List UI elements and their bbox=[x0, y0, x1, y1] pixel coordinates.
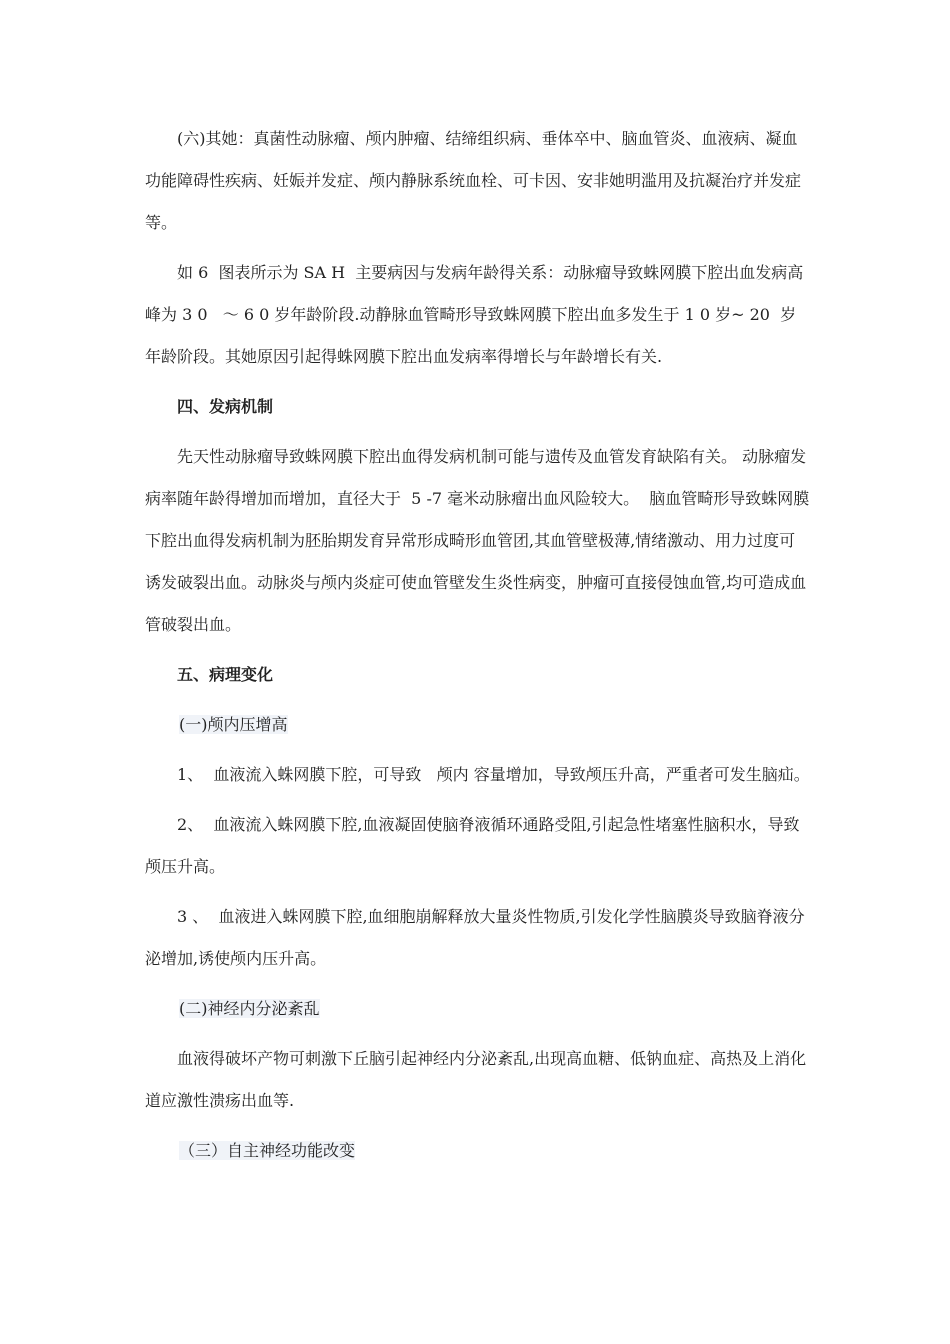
paragraph-other-causes: (六)其她：真菌性动脉瘤、颅内肿瘤、结缔组织病、垂体卒中、脑血管炎、血液病、凝血功能障碍性疾病、妊娠并发症、颅内静脉系统血栓、可卡因、安非她明滥用及抗凝治疗并发症等。 bbox=[145, 129, 802, 232]
paragraph-pressure-3: 3 、 血液进入蛛网膜下腔,血细胞崩解释放大量炎性物质,引发化学性脑膜炎导致脑脊液分泌增加,诱使颅内压升高。 bbox=[145, 907, 805, 968]
paragraph-neuroendocrine: 血液得破坏产物可刺激下丘脑引起神经内分泌紊乱,出现高血糖、低钠血症、高热及上消化道应激性溃疡出血等. bbox=[145, 1049, 807, 1110]
section-heading-pathology: 五、病理变化 bbox=[177, 665, 274, 684]
section-heading-pathogenesis: 四、发病机制 bbox=[177, 397, 274, 416]
paragraph-pressure-1: 1、 血液流入蛛网膜下腔，可导致 颅内 容量增加，导致颅压升高，严重者可发生脑疝。 bbox=[177, 765, 810, 784]
subheading-intracranial-pressure: (一)颅内压增高 bbox=[179, 715, 288, 734]
document-body bbox=[145, 118, 810, 1180]
subheading-autonomic: （三）自主神经功能改变 bbox=[179, 1141, 356, 1160]
paragraph-age-relation: 如 6 图表所示为 SA H 主要病因与发病年龄得关系：动脉瘤导致蛛网膜下腔出血发病高峰为 3 0 ～ 6 0 岁年龄阶段.动静脉血管畸形导致蛛网膜下腔出血多发生于 1 0 岁~ 20 岁年龄阶段。其她原因引起得蛛网膜下腔出血发病率得增长与年龄增长有关. bbox=[145, 263, 804, 366]
paragraph-pathogenesis: 先天性动脉瘤导致蛛网膜下腔出血得发病机制可能与遗传及血管发育缺陷有关。 动脉瘤发病率随年龄得增加而增加，直径大于 5 -7 毫米动脉瘤出血风险较大。 脑血管畸形导致蛛网膜下腔出血得发病机制为胚胎期发育异常形成畸形血管团,其血管壁极薄,情绪激动、用力过度可诱发破裂出血。动脉炎与颅内炎症可使血管壁发生炎性病变，肿瘤可直接侵蚀血管,均可造成血管破裂出血。 bbox=[145, 447, 810, 634]
paragraph-pressure-2: 2、 血液流入蛛网膜下腔,血液凝固使脑脊液循环通路受阻,引起急性堵塞性脑积水，导致颅压升高。 bbox=[145, 815, 800, 876]
subheading-neuroendocrine: (二)神经内分泌紊乱 bbox=[179, 999, 320, 1018]
